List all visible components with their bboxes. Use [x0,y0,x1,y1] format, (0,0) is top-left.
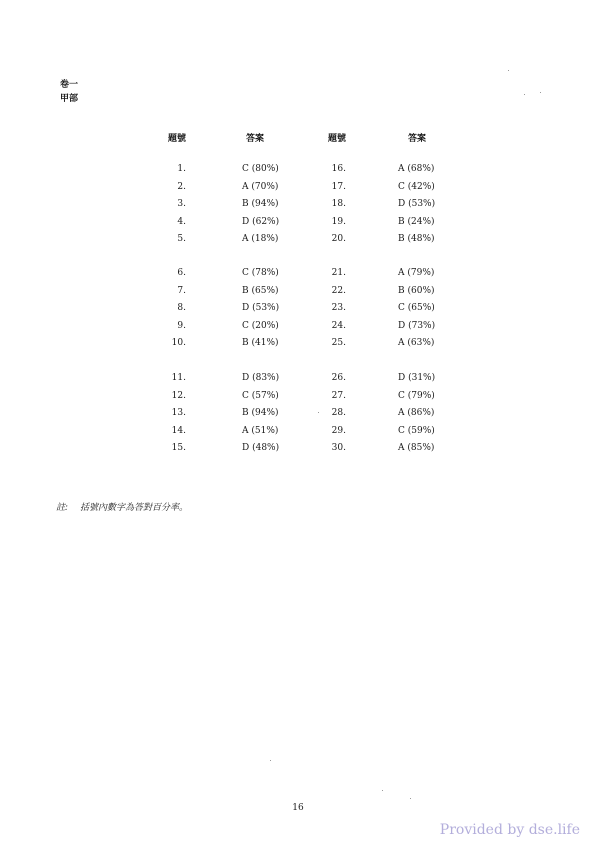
answer-value: D (31%) [398,373,436,383]
header-question-left: 題號 [168,134,187,144]
question-number: 5. [177,234,186,244]
paper-heading [60,78,78,106]
question-number: 11. [171,373,186,383]
answer-value: C (79%) [398,390,435,401]
watermark: Provided by dse.life [439,822,580,838]
question-number: 3. [177,199,186,209]
header-answer-left: 答案 [246,134,265,144]
answer-value: B (94%) [242,408,279,418]
header-answer-right: 答案 [408,134,427,144]
answer-value: A (85%) [398,443,435,453]
answer-value: B (60%) [398,285,435,296]
answer-value: C (42%) [398,181,435,192]
answer-value: D (73%) [398,320,436,331]
question-number: 29. [331,425,346,436]
question-number: 16. [331,164,346,174]
answer-value: A (18%) [242,234,279,244]
question-number: 21. [331,268,346,278]
answer-value: A (68%) [398,164,435,174]
question-number: 22. [331,285,346,296]
answer-value: A (51%) [242,425,279,436]
answer-value: C (20%) [242,320,279,331]
answer-value: B (41%) [242,338,279,348]
answer-value: B (65%) [242,285,279,296]
question-number: 25. [331,338,346,348]
question-number: 23. [331,303,346,313]
question-number: 13. [171,408,186,418]
answer-value: A (86%) [398,408,435,418]
question-number: 30. [331,443,346,453]
answer-value: D (83%) [242,373,280,383]
footnote-label: 註: [56,503,69,513]
answer-value: B (48%) [398,234,435,244]
question-number: 8. [177,303,186,313]
answer-value: C (57%) [242,390,279,401]
answer-value: B (94%) [242,199,279,209]
footnote-text: 括號內數字為答對百分率。 [80,503,189,513]
answer-value: D (62%) [242,216,280,227]
answer-value: B (24%) [398,216,435,227]
section-title: 甲部 [60,94,79,104]
question-number: 24. [331,320,346,331]
question-number: 20. [331,234,346,244]
question-number: 1. [177,164,186,174]
answer-value: D (53%) [242,303,280,313]
question-number: 10. [171,338,186,348]
answer-value: C (65%) [398,303,435,313]
footnote [56,500,188,513]
paper-title: 卷一 [60,80,79,90]
question-number: 6. [177,268,186,278]
question-number: 9. [177,320,186,331]
page-number: 16 [292,803,304,813]
question-number: 17. [331,181,346,192]
answer-value: C (80%) [242,164,279,174]
answer-value: A (79%) [398,268,435,278]
question-number: 26. [331,373,346,383]
answer-value: C (78%) [242,268,279,278]
question-number: 28. [331,408,346,418]
answer-value: D (48%) [242,443,280,453]
header-question-right: 題號 [328,134,347,144]
question-number: 14. [171,425,186,436]
question-number: 7. [177,285,186,296]
answer-value: A (70%) [242,181,279,192]
answer-value: C (59%) [398,425,435,436]
question-number: 2. [177,181,186,192]
question-number: 4. [177,216,186,227]
question-number: 27. [331,390,346,401]
question-number: 15. [171,443,186,453]
answer-value: D (53%) [398,199,436,209]
question-number: 12. [171,390,186,401]
question-number: 18. [331,199,346,209]
answer-value: A (63%) [398,338,435,348]
question-number: 19. [331,216,346,227]
